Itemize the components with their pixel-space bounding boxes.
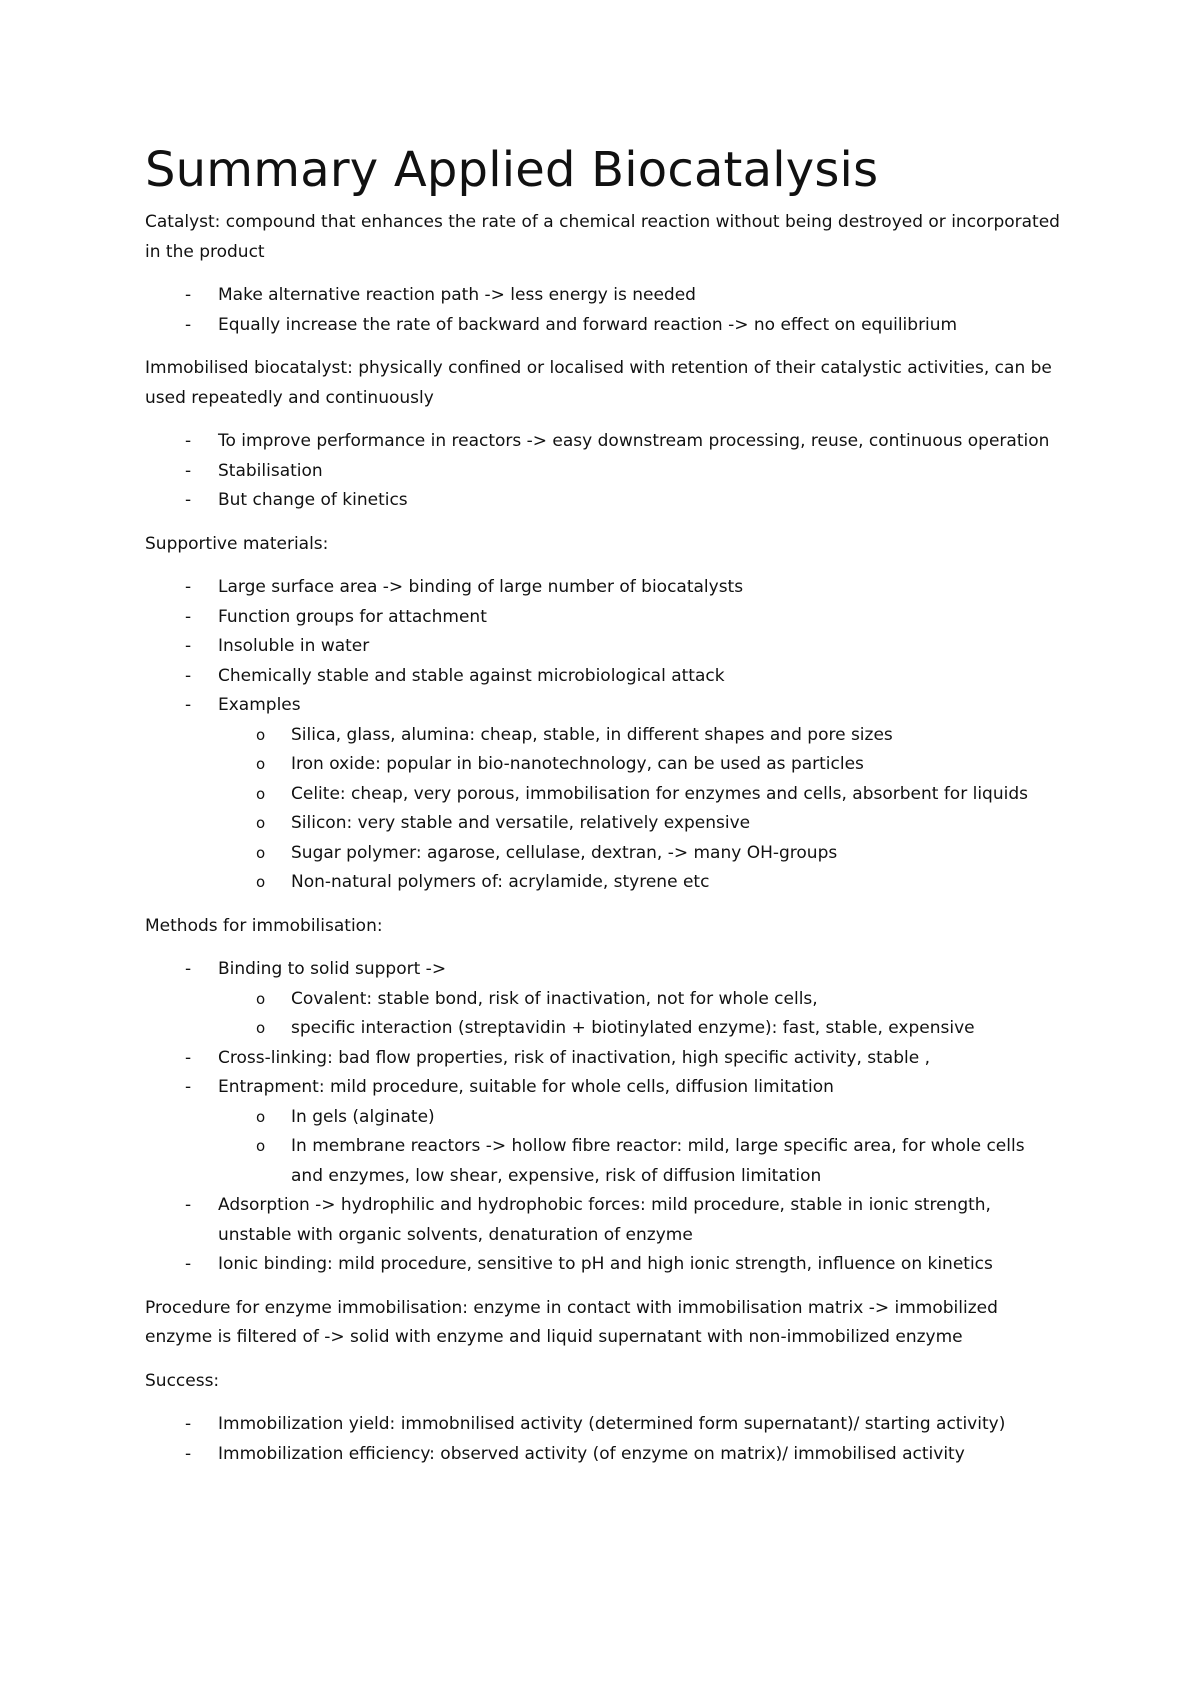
procedure-paragraph: Procedure for enzyme immobilisation: enzyme in contact with immobilisation matrix -> immobilized enzyme is filtered of -> solid with enzyme and liquid supernatant with non-immobilized enzyme	[145, 1297, 998, 1347]
dash-marker: -	[185, 665, 192, 686]
circle-marker: o	[256, 755, 266, 773]
circle-marker: o	[256, 989, 266, 1008]
circle-marker: o	[256, 843, 266, 862]
circle-marker: o	[256, 725, 266, 744]
dash-marker: -	[185, 314, 192, 335]
list-item: - Examples o Silica, glass, alumina: cheap, stable, in different shapes and pore sizes o Iron oxide: popular in bio-nanotechnology, can be used as particles o Celite: cheap, very porous, immobilisation for enzymes and cells, absorbent for liquids o Silicon: very stable and versatile, relatively expensive o Sugar polymer: agarose, cellulase, dextran, -> many OH-groups o Non-natural polymers of: acrylamide, styrene etc	[145, 691, 1060, 898]
dash-marker: -	[185, 460, 192, 481]
list-item: - Adsorption -> hydrophilic and hydrophobic forces: mild procedure, stable in ionic strength, unstable with organic solvents, denaturation of enzyme	[145, 1191, 1060, 1250]
circle-marker: o	[256, 784, 266, 803]
circle-marker: o	[256, 1137, 266, 1155]
list-item: - Ionic binding: mild procedure, sensitive to pH and high ionic strength, influence on kinetics	[145, 1250, 1060, 1280]
dash-marker: -	[185, 1195, 192, 1215]
list-item: - Immobilization efficiency: observed activity (of enzyme on matrix)/ immobilised activity	[145, 1440, 1060, 1470]
list-item: - Function groups for attachment	[145, 603, 1060, 633]
dash-marker: -	[185, 490, 192, 510]
circle-marker: o	[256, 814, 266, 832]
document-title: Summary Applied Biocatalysis	[145, 142, 879, 198]
list-item: - Cross-linking: bad flow properties, risk of inactivation, high specific activity, stable ,	[145, 1044, 1060, 1074]
dash-marker: -	[185, 606, 192, 627]
methods-heading: Methods for immobilisation:	[145, 915, 383, 936]
supportive-heading: Supportive materials:	[145, 533, 329, 554]
dash-marker: -	[185, 959, 192, 979]
sublist-item: o In membrane reactors -> hollow fibre reactor: mild, large specific area, for whole cells and enzymes, low shear, expensive, risk of diffusion limitation	[218, 1132, 1060, 1191]
dash-marker: -	[185, 285, 192, 305]
dash-marker: -	[185, 636, 192, 656]
entrapment-sublist	[218, 1103, 1060, 1192]
dash-marker: -	[185, 1047, 192, 1068]
dash-marker: -	[185, 577, 192, 597]
binding-sublist	[218, 985, 1060, 1044]
list-item: - Make alternative reaction path -> less energy is needed	[145, 281, 1060, 311]
circle-marker: o	[256, 1107, 266, 1126]
methods-list	[145, 955, 1060, 1280]
circle-marker: o	[256, 873, 266, 891]
sublist-item: o Silicon: very stable and versatile, relatively expensive	[218, 809, 1060, 839]
supportive-list	[145, 573, 1060, 898]
sublist-item: o In gels (alginate)	[218, 1103, 1060, 1133]
sublist-item: o Silica, glass, alumina: cheap, stable, in different shapes and pore sizes	[218, 721, 1060, 751]
list-item: - Large surface area -> binding of large number of biocatalysts	[145, 573, 1060, 603]
list-item: - Chemically stable and stable against microbiological attack	[145, 662, 1060, 692]
list-item: - Equally increase the rate of backward and forward reaction -> no effect on equilibrium	[145, 311, 1060, 341]
immobilised-definition: Immobilised biocatalyst: physically confined or localised with retention of their catalystic activities, can be used repeatedly and continuously	[145, 358, 1052, 408]
list-item: - To improve performance in reactors -> easy downstream processing, reuse, continuous operation	[145, 427, 1060, 457]
sublist-item: o Non-natural polymers of: acrylamide, styrene etc	[218, 868, 1060, 898]
dash-marker: -	[185, 1077, 192, 1097]
circle-marker: o	[256, 1019, 266, 1037]
sublist-item: o Iron oxide: popular in bio-nanotechnology, can be used as particles	[218, 750, 1060, 780]
dash-marker: -	[185, 1254, 192, 1274]
catalyst-list	[145, 281, 1060, 340]
sublist-item: o Celite: cheap, very porous, immobilisation for enzymes and cells, absorbent for liquids	[218, 780, 1060, 810]
dash-marker: -	[185, 1443, 192, 1464]
sublist-item: o specific interaction (streptavidin + biotinylated enzyme): fast, stable, expensive	[218, 1014, 1060, 1044]
examples-sublist	[218, 721, 1060, 898]
list-item: - Binding to solid support -> o Covalent: stable bond, risk of inactivation, not for whole cells, o specific interaction (streptavidin + biotinylated enzyme): fast, stable, expensive	[145, 955, 1060, 1044]
list-item: - Stabilisation	[145, 457, 1060, 487]
list-item: - Insoluble in water	[145, 632, 1060, 662]
immobilised-list	[145, 427, 1060, 516]
list-item: - But change of kinetics	[145, 486, 1060, 516]
success-list	[145, 1410, 1060, 1469]
dash-marker: -	[185, 431, 192, 451]
list-item: - Immobilization yield: immobnilised activity (determined form supernatant)/ starting activity)	[145, 1410, 1060, 1440]
sublist-item: o Sugar polymer: agarose, cellulase, dextran, -> many OH-groups	[218, 839, 1060, 869]
success-heading: Success:	[145, 1370, 220, 1391]
dash-marker: -	[185, 1414, 192, 1434]
catalyst-definition: Catalyst: compound that enhances the rate of a chemical reaction without being destroyed or incorporated in the product	[145, 212, 1060, 262]
dash-marker: -	[185, 695, 192, 715]
list-item: - Entrapment: mild procedure, suitable for whole cells, diffusion limitation o In gels (alginate) o In membrane reactors -> hollow fibre reactor: mild, large specific area, for whole cells and enzymes, low shear, expensive, risk of diffusion limitation	[145, 1073, 1060, 1191]
sublist-item: o Covalent: stable bond, risk of inactivation, not for whole cells,	[218, 985, 1060, 1015]
